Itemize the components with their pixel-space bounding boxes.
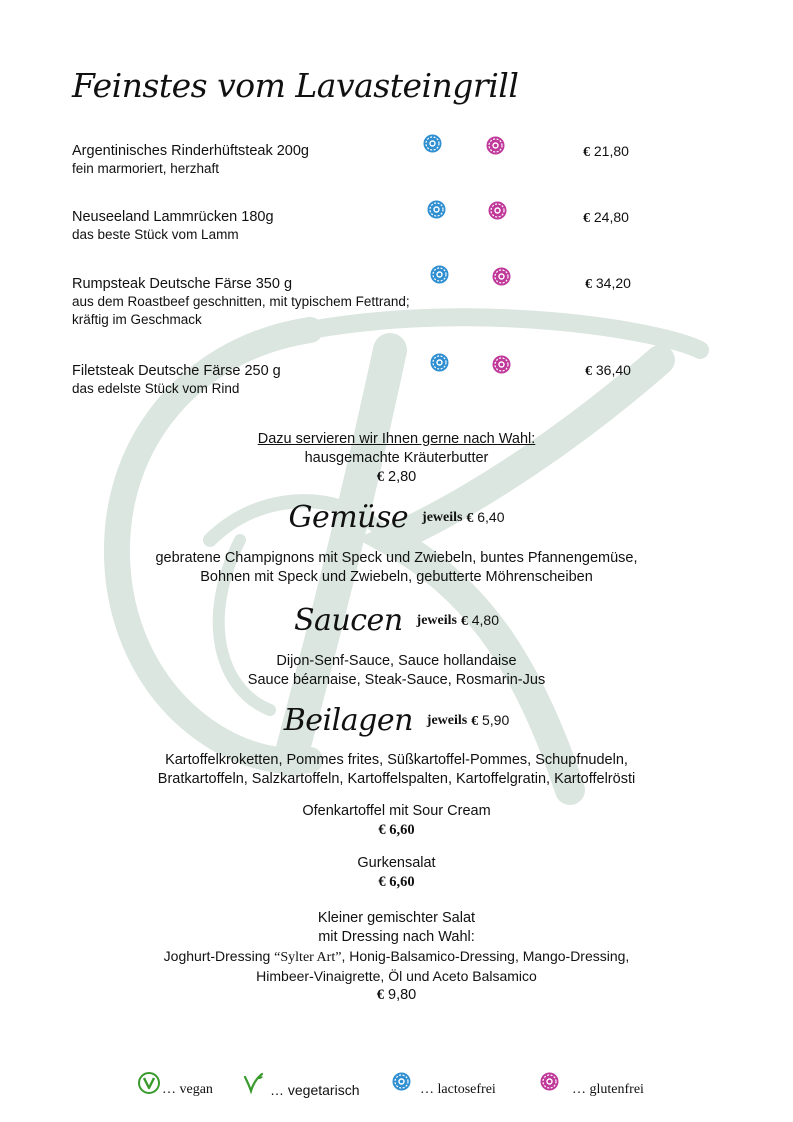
sides-line: Bratkartoffeln, Salzkartoffeln, Kartoffelspalten, Kartoffelgratin, Kartoffelrösti <box>157 771 636 787</box>
lactose-free-badge-icon <box>392 1072 411 1091</box>
mixed-salad-dressings: Himbeer-Vinaigrette, Öl und Aceto Balsamico <box>256 968 537 984</box>
sides-heading <box>0 703 793 738</box>
vegetables-list <box>0 549 793 587</box>
allergen-legend <box>138 1072 698 1102</box>
sauces-line: Sauce béarnaise, Steak-Sauce, Rosmarin-Jus <box>247 672 546 688</box>
legend-lactose-free-label: … lactosefrei <box>420 1082 496 1097</box>
dish-price: € 36,40 <box>585 362 631 379</box>
gluten-free-badge-icon <box>486 136 505 155</box>
sauces-heading <box>0 603 793 638</box>
butter-price: € 2,80 <box>376 469 417 485</box>
dish-name: Filetsteak Deutsche Färse 250 g <box>72 363 281 379</box>
baked-potato-block <box>0 802 793 840</box>
sauces-price: € 4,80 <box>460 611 499 629</box>
vegetables-line: gebratene Champignons mit Speck und Zwiebeln, buntes Pfannengemüse, <box>155 550 638 566</box>
vegetarian-leaf-icon <box>242 1072 264 1094</box>
baked-potato-price: € 6,60 <box>378 822 415 838</box>
sides-line: Kartoffelkroketten, Pommes frites, Süßkartoffel-Pommes, Schupfnudeln, <box>165 752 628 768</box>
sides-list <box>0 751 793 789</box>
vegetables-line: Bohnen mit Speck und Zwiebeln, gebutterte Möhrenscheiben <box>200 569 593 585</box>
lactose-free-badge-icon <box>423 134 442 153</box>
gluten-free-badge-icon <box>492 355 511 374</box>
cucumber-salad-block <box>0 854 793 892</box>
vegetables-heading <box>0 500 793 535</box>
lactose-free-badge-icon <box>430 353 449 372</box>
gluten-free-badge-icon <box>488 201 507 220</box>
legend-vegan-label: … vegan <box>162 1082 213 1097</box>
sides-price: € 5,90 <box>471 711 510 729</box>
sides-each: jeweils <box>426 712 468 728</box>
dish-price: € 34,20 <box>585 275 631 292</box>
legend-vegan <box>138 1072 213 1097</box>
dish-description: das edelste Stück vom Rind <box>72 381 240 396</box>
vegetables-each: jeweils <box>422 509 463 525</box>
vegetables-title: Gemüse <box>288 500 409 535</box>
cucumber-salad-price: € 6,60 <box>378 874 415 890</box>
baked-potato-name: Ofenkartoffel mit Sour Cream <box>302 803 491 819</box>
dish-price: € 24,80 <box>583 209 629 226</box>
dish-name: Neuseeland Lammrücken 180g <box>72 209 274 225</box>
vegetables-price: € 6,40 <box>466 508 505 526</box>
gluten-free-badge-icon <box>492 267 511 286</box>
lactose-free-badge-icon <box>427 200 446 219</box>
sauces-list <box>0 652 793 690</box>
mixed-salad-subtitle: mit Dressing nach Wahl: <box>318 929 475 945</box>
mixed-salad-block <box>0 909 793 1005</box>
vegan-v-icon <box>138 1072 160 1094</box>
mixed-salad-name: Kleiner gemischter Salat <box>317 910 476 926</box>
sauces-title: Saucen <box>294 603 403 638</box>
mixed-salad-dressings: Joghurt-Dressing “Sylter Art”, Honig-Balsamico-Dressing, Mango-Dressing, <box>163 948 630 965</box>
dish-description: das beste Stück vom Lamm <box>72 227 239 242</box>
butter-intro: Dazu servieren wir Ihnen gerne nach Wahl: <box>257 431 536 447</box>
sauces-each: jeweils <box>416 612 457 628</box>
dish-price: € 21,80 <box>583 143 629 160</box>
dish-name: Rumpsteak Deutsche Färse 350 g <box>72 276 293 292</box>
cucumber-salad-name: Gurkensalat <box>357 855 436 871</box>
legend-gluten-free-label: … glutenfrei <box>572 1082 644 1097</box>
lactose-free-badge-icon <box>430 265 449 284</box>
gluten-free-badge-icon <box>540 1072 559 1091</box>
dish-description: kräftig im Geschmack <box>72 312 202 327</box>
legend-vegetarian-label: … vegetarisch <box>270 1082 360 1098</box>
dish-description: fein marmoriert, herzhaft <box>72 161 220 176</box>
butter-item: hausgemachte Kräuterbutter <box>304 450 489 466</box>
legend-vegetarian <box>242 1072 360 1098</box>
mixed-salad-price: € 9,80 <box>376 987 417 1003</box>
page-title: Feinstes vom Lavasteingrill <box>72 66 519 105</box>
sauces-line: Dijon-Senf-Sauce, Sauce hollandaise <box>276 653 517 669</box>
sides-title: Beilagen <box>283 703 413 738</box>
dish-name: Argentinisches Rinderhüftsteak 200g <box>72 143 309 159</box>
butter-block <box>0 430 793 487</box>
dish-description: aus dem Roastbeef geschnitten, mit typischem Fettrand; <box>72 294 410 309</box>
